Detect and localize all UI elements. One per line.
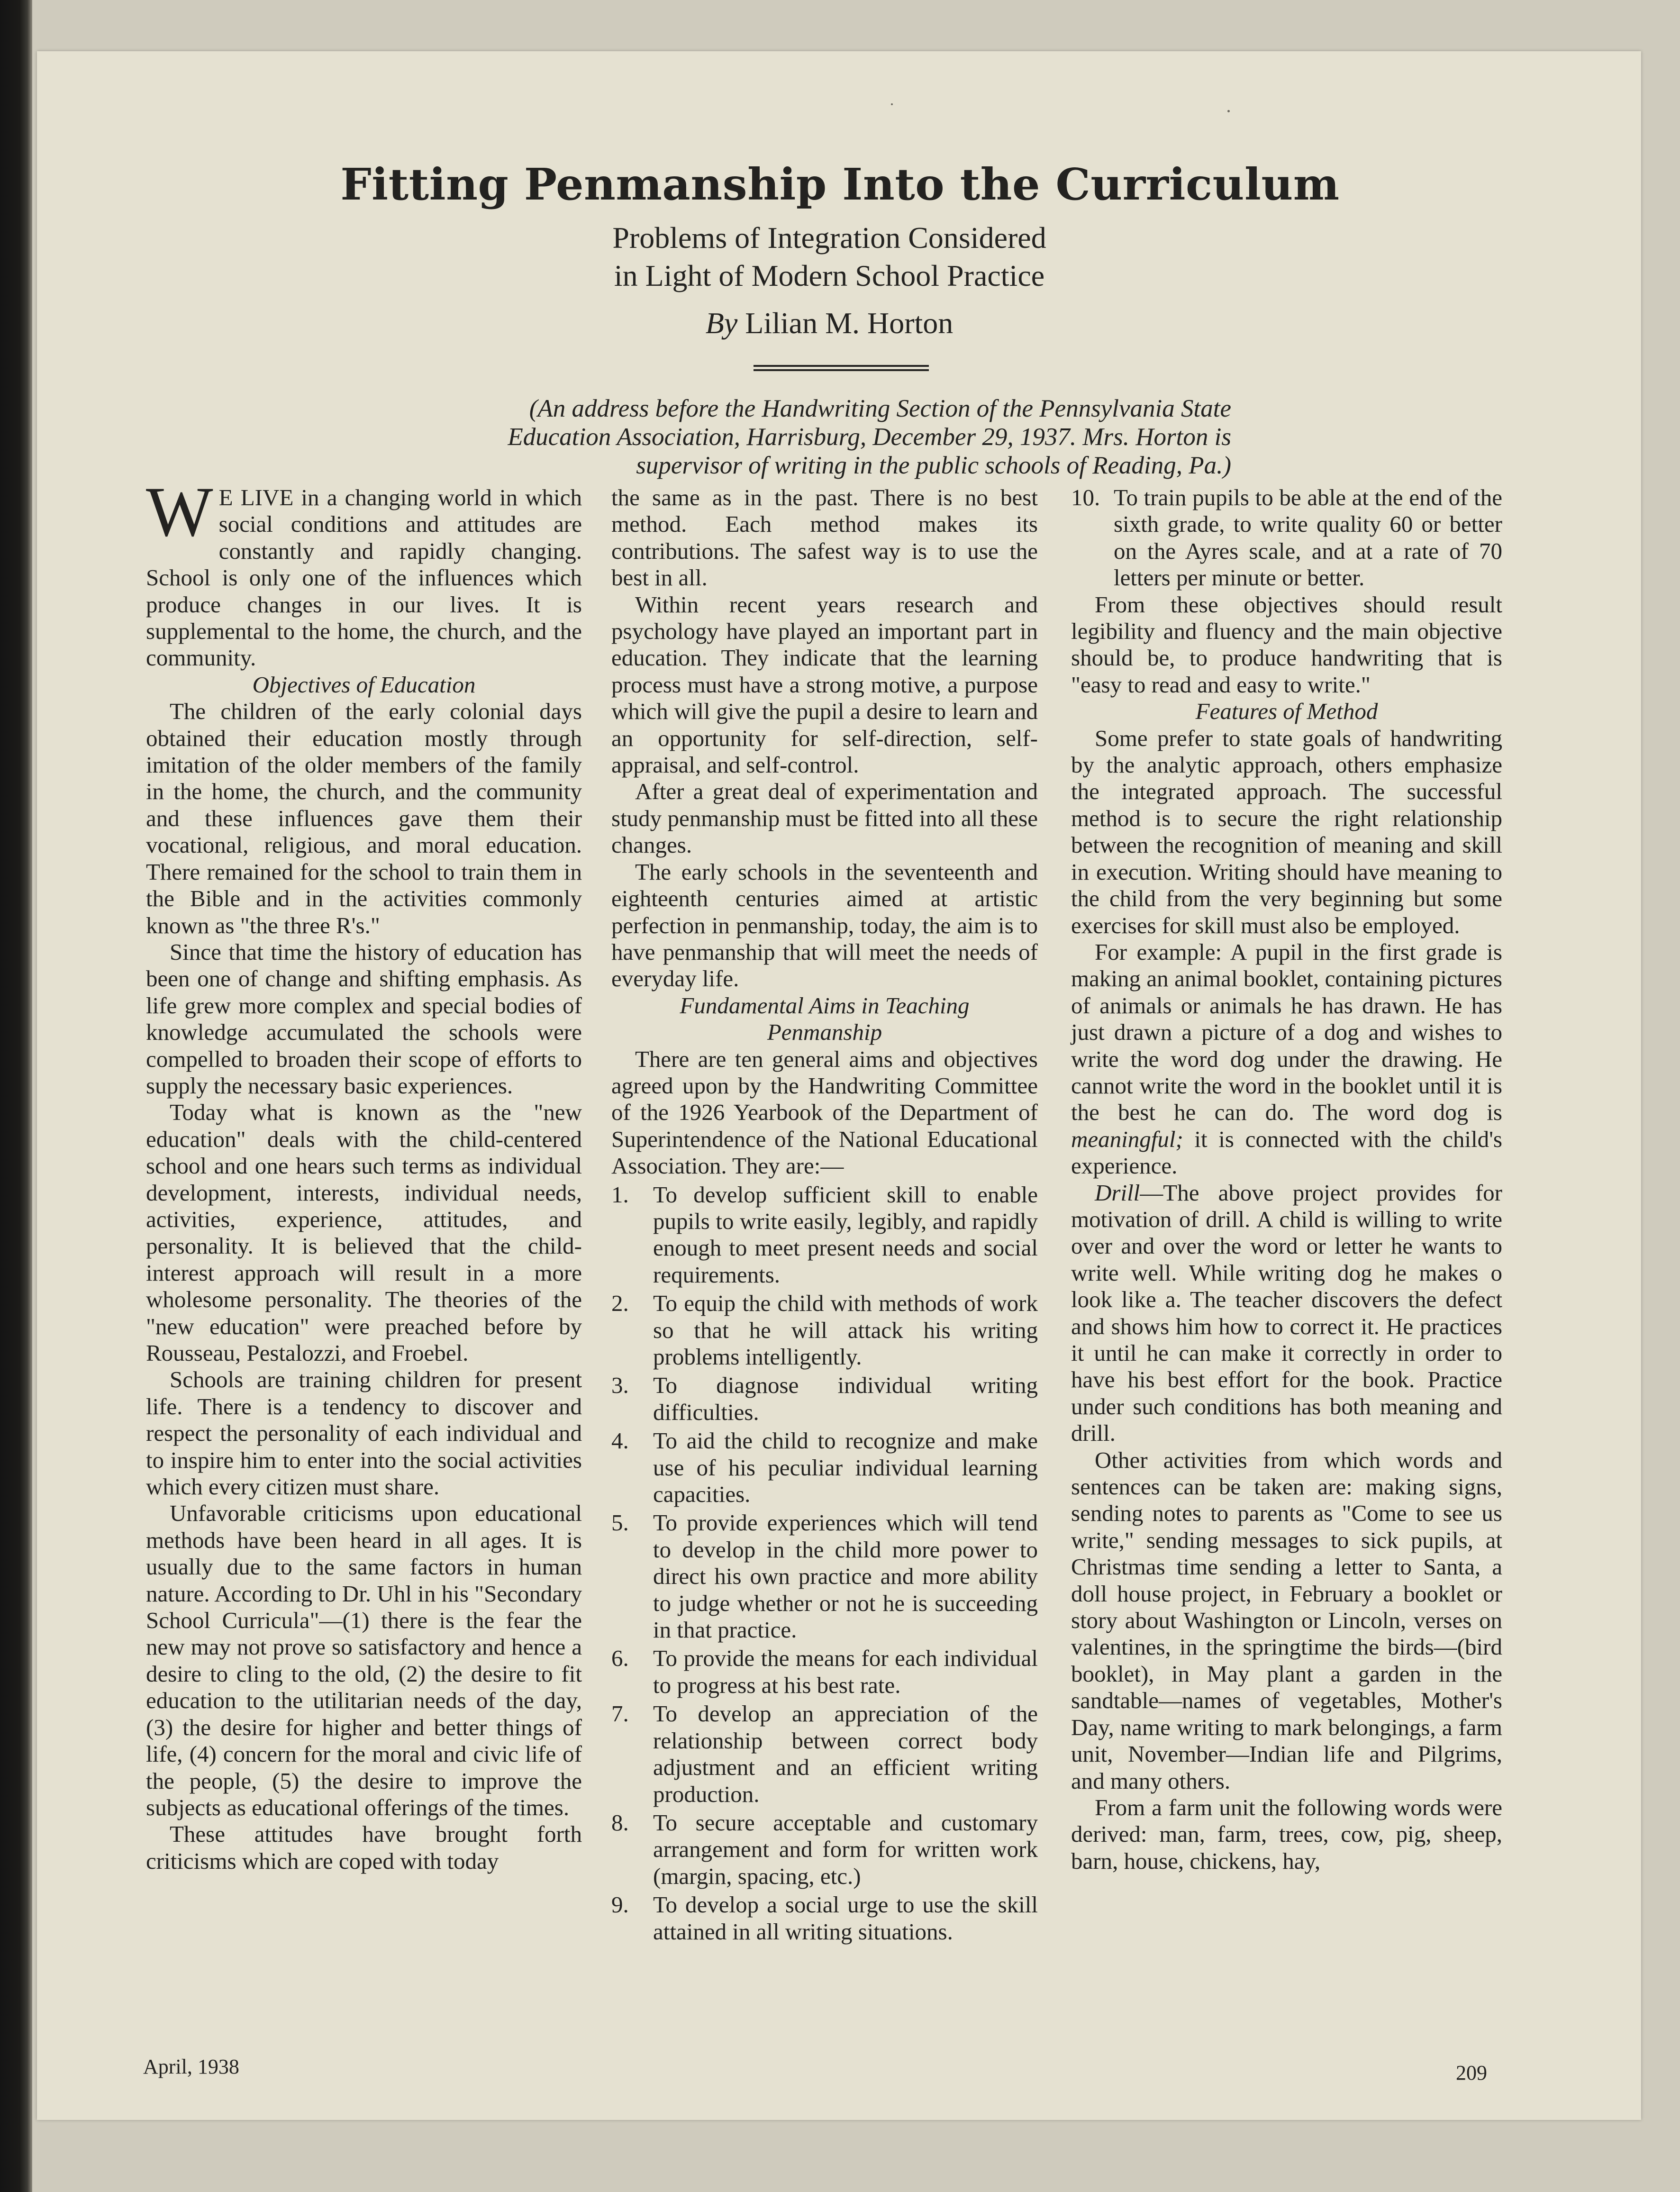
paragraph: Within recent years research and psychology have played an important part in education. They indicate that the learning process must have a strong motive, a purpose which will give the pupil a desire to learn and an opportunity for self-direction, self-appraisal, and self-control. (611, 591, 1038, 778)
list-item: 8. To secure acceptable and customary arrangement and form for written work (margin, spacing, etc.) (611, 1809, 1038, 1889)
paragraph: After a great deal of experimentation and study penmanship must be fitted into all these changes. (611, 778, 1038, 858)
list-item: 9. To develop a social urge to use the skill attained in all writing situations. (611, 1892, 1038, 1945)
list-item: 4. To aid the child to recognize and make use of his peculiar individual learning capacities. (611, 1428, 1038, 1508)
list-item: 1. To develop sufficient skill to enable pupils to write easily, legibly, and rapidly enough to meet present needs and social requirements. (611, 1181, 1038, 1288)
paragraph: Some prefer to state goals of handwriting by the analytic approach, others emphasize the integrated approach. The successful method is to secure the right relationship between the recognition of meaning and skill in execution. Writing should have meaning to the child from the very beginning but some exercises for skill must also be employed. (1071, 725, 1502, 938)
list-item: 10. To train pupils to be able at the end of the sixth grade, to write quality 60 or better on the Ayres scale, and at a rate of 70 letters per minute or better. (1071, 484, 1502, 591)
article-column-2 (611, 484, 1038, 1945)
issue-date: April, 1938 (143, 2055, 239, 2078)
list-item: 7. To develop an appreciation of the relationship between correct body adjustment and an efficient writing production. (611, 1701, 1038, 1807)
editor-note: (An address before the Handwriting Section of the Pennsylvania State Education Association, Harrisburg, December 29, 1937. Mrs. Horton is supervisor of writing in the public schools of Reading, Pa.) (508, 395, 1231, 479)
emphasis: meaningful; (1071, 1126, 1183, 1152)
author-name: Lilian M. Horton (745, 306, 954, 340)
paragraph: Since that time the history of education has been one of change and shifting emphasis. As life grew more complex and special bodies of knowledge accumulated the schools were compelled to broaden their scope of efforts to supply the necessary basic experiences. (146, 938, 582, 1099)
list-item: 6. To provide the means for each individual to progress at his best rate. (611, 1645, 1038, 1698)
paragraph: Unfavorable criticisms upon educational methods have been heard in all ages. It is usually due to the same factors in human nature. According to Dr. Uhl in his "Secondary School Curricula"—(1) there is the fear the new may not prove so satisfactory and hence a desire to cling to the old, (2) the desire to fit education to the utilitarian needs of the day, (3) the desire for higher and better things of life, (4) concern for the moral and civic life of the people, (5) the desire to improve the subjects as educational offerings of the times. (146, 1500, 582, 1820)
emphasis: Drill (1095, 1179, 1140, 1206)
list-item: 3. To diagnose individual writing difficulties. (611, 1372, 1038, 1425)
drop-cap: W (146, 473, 213, 551)
paragraph: Other activities from which words and sentences can be taken are: making signs, sending notes to parents as "Come to see us write," sending messages to sick pupils, at Christmas time sending a letter to Santa, a doll house project, in February a booklet or story about Washington or Lincoln, verses on valentines, in the springtime the birds—(bird booklet), in May plant a garden in the sandtable—names of vegetables, Mother's Day, name writing to mark belongings, a farm unit, November—Indian life and Pilgrims, and many others. (1071, 1446, 1502, 1794)
byline (0, 306, 1659, 341)
article-column-1 (146, 473, 582, 1874)
section-heading-line-1: Fundamental Aims in Teaching (680, 992, 970, 1019)
section-heading: Objectives of Education (252, 671, 476, 698)
paragraph: For example: A pupil in the first grade is making an animal booklet, containing pictures of animals or animals he has drawn. He has just drawn a picture of a dog and wishes to write the word dog under the drawing. He cannot write the word in the booklet until it is the best he can do. The word dog is meaningful; it is connected with the child's experience. (1071, 938, 1502, 1179)
paragraph: There are ten general aims and objectives agreed upon by the Handwriting Committee of the 1926 Yearbook of the Department of Superintendence of the National Educational Association. They are:— (611, 1046, 1038, 1179)
paragraph: The early schools in the seventeenth and eighteenth centuries aimed at artistic perfection in penmanship, today, the aim is to have penmanship that will meet the needs of everyday life. (611, 858, 1038, 992)
list-item: 2. To equip the child with methods of work so that he will attack his writing problems intelligently. (611, 1290, 1038, 1370)
list-item: 5. To provide experiences which will tend to develop in the child more power to direct his own practice and more ability to judge whether or not he is succeeding in that practice. (611, 1510, 1038, 1643)
paragraph: W E LIVE in a changing world in which social conditions and attitudes are constantly and rapidly changing. School is only one of the influences which produce changes in our lives. It is supplemental to the home, the church, and the community. (146, 473, 582, 671)
paragraph: Today what is known as the "new education" deals with the child-centered school and one hears such terms as individual development, interests, individual needs, activities, experience, attitudes, and personality. It is believed that the child-interest approach will result in a more wholesome personality. The theories of the "new education" were preached before by Rousseau, Pestalozzi, and Froebel. (146, 1099, 582, 1366)
article-title: Fitting Penmanship Into the Curriculum (340, 159, 1340, 210)
paragraph: From these objectives should result legibility and fluency and the main objective should be, to produce handwriting that is "easy to read and easy to write." (1071, 591, 1502, 698)
paragraph: From a farm unit the following words were derived: man, farm, trees, cow, pig, sheep, barn, house, chickens, hay, (1071, 1794, 1502, 1874)
paragraph: Schools are training children for present life. There is a tendency to discover and respect the personality of each individual and to inspire him to enter into the social activities which every citizen must share. (146, 1366, 582, 1500)
paragraph: These attitudes have brought forth criticisms which are coped with today (146, 1821, 582, 1874)
paper-speck (891, 103, 893, 105)
title-divider-rule (754, 365, 929, 371)
paragraph: the same as in the past. There is no best method. Each method makes its contributions. The safest way is to use the best in all. (611, 484, 1038, 591)
article-column-3 (1071, 484, 1502, 1874)
aims-list-continued (1071, 484, 1502, 591)
article-subtitle (0, 219, 1659, 295)
section-heading-line-2: Penmanship (767, 1019, 882, 1046)
subtitle-line-2: in Light of Modern School Practice (614, 259, 1045, 292)
page-number: 209 (1456, 2061, 1487, 2084)
section-heading (611, 992, 1038, 1046)
subtitle-line-1: Problems of Integration Considered (612, 221, 1046, 255)
paragraph: Drill—The above project provides for motivation of drill. A child is willing to write over and over the word or letter he wants to write well. While writing dog he makes o look like a. The teacher discovers the defect and shows him how to correct it. He practices it until he can make it correctly in order to have his best effort for the book. Practice under such conditions has both meaning and drill. (1071, 1179, 1502, 1446)
paper-speck (1227, 110, 1230, 112)
section-heading: Features of Method (1195, 698, 1378, 725)
aims-list (611, 1182, 1038, 1945)
byline-by: By (705, 306, 738, 340)
paragraph: The children of the early colonial days obtained their education mostly through imitation of the older members of the family in the home, the church, and the community and these influences gave them their vocational, religious, and moral education. There remained for the school to train them in the Bible and in the activities commonly known as "the three R's." (146, 698, 582, 938)
